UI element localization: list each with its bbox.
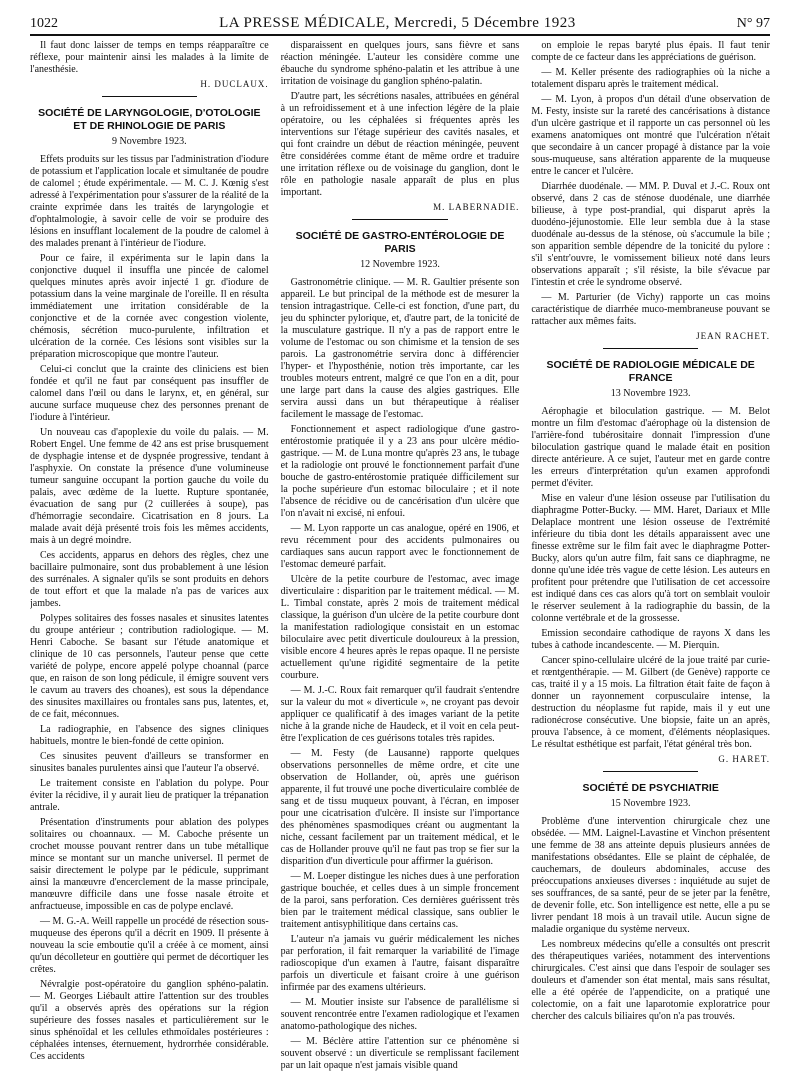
paragraph: — M. J.-C. Roux fait remarquer qu'il faudrait s'entendre sur la valeur du mot « diverticule », ne croyant pas devoir appliquer ce qualificatif à des images variant de la petite niche à la grande niche de Haudeck, et il voit en cela peut-être l'explication de ces guérisons totales très rapides.	[280, 685, 520, 745]
paragraph: — M. G.-A. Weill rappelle un procédé de résection sous-muqueuse des éperons qu'il a décrit en 1909. Il présente à nouveau la scie emboutie qu'il a créée à ce moment, ainsi qu'un décolleteur en gouttière qui permet de décortiquer les crêtes.	[30, 916, 269, 976]
paragraph: Il faut donc laisser de temps en temps réapparaître ce réflexe, pour maintenir ainsi les malades à la limite de l'anesthésie.	[30, 40, 269, 75]
signature: JEAN RACHET.	[696, 331, 770, 341]
section-title: SOCIÉTÉ DE PSYCHIATRIE	[582, 781, 719, 794]
divider	[102, 96, 197, 97]
divider	[352, 219, 447, 220]
paragraph: — M. Béclère attire l'attention sur ce phénomène si souvent observé : un diverticule se remplissant facilement par un lait opaque n'est jamais visible quand	[280, 1036, 520, 1072]
divider	[603, 771, 698, 772]
paragraph: D'autre part, les sécrétions nasales, attribuées en général à un refroidissement et à une infection légère de la plaie opératoire, ou les céphalées si fréquentes après les interventions sur l'étage supérieur des cavités nasales, et qui font craindre un début de réaction méningée, peuvent être considérées comme étant de même ordre et traduire une irritation réflexe ou de voisinage du ganglion, dont le rôle en pathologie nasale apparaît de plus en plus important.	[280, 91, 520, 198]
article-columns	[30, 40, 770, 1072]
paragraph: — M. Parturier (de Vichy) rapporte un cas moins caractéristique de diarrhée muco-membraneuse pouvant se rattacher aux mêmes faits.	[531, 292, 770, 327]
paragraph: disparaissent en quelques jours, sans fièvre et sans réaction méningée. L'auteur les considère comme une ébauche du syndrome sphéno-palatin et les attribue à une irritation de voisinage du ganglion sphéno-palatin.	[280, 40, 520, 87]
issue-number: N° 97	[736, 16, 770, 31]
page-number: 1022	[30, 16, 58, 31]
paragraph: Problème d'une intervention chirurgicale chez une obsédée. — MM. Laignel-Lavastine et Vinchon présentent une femme de 38 ans atteinte depuis plusieurs années de manifestations obsédantes. Elle se plaint de céphalée, de cauchemars, de douleurs abdominales, accuse des préoccupations anxieuses diverses : inquiétude au sujet de ses souffrances, de sa santé, peur de se jeter par la fenêtre, de devenir folle, etc. Son intelligence est nette, elle a pu se livrer pendant 18 mois à un travail utile. Aucun signe de maladie organique du système nerveux.	[531, 815, 770, 935]
paragraph: Gastronométrie clinique. — M. R. Gaultier présente son appareil. Le but principal de la méthode est de mesurer la tension intragastrique. Celle-ci est fonction, d'une part, du jeu du sphincter pylorique, et, d'autre part, de la tonicité de la musculature gastrique. Il n'y a pas de rapport entre le volume de l'estomac ou son chimisme et la tension de ses parois. La gastronométrie servira donc à différencier l'hyper- et l'hyposthénie, notion très importante, car les troubles moteurs entrent, malgré ce que l'on en a dit, pour une large part dans la cause des algies gastriques. Elle servira aussi dans un but thérapeutique à réaliser facilement le massage de l'estomac.	[280, 277, 520, 421]
section-date: 12 Novembre 1923.	[360, 259, 440, 271]
section-title: SOCIÉTÉ DE GASTRO-ENTÉROLOGIE DE PARIS	[295, 229, 505, 256]
section-date: 9 Novembre 1923.	[111, 136, 187, 148]
paragraph: L'auteur n'a jamais vu guérir médicalement les niches par perforation, il fait remarquer la variabilité de l'image radioscopique d'un examen à l'autre, faisant disparaître parfois un diverticule et faisant croire à une guérison infirmée par des examens ultérieurs.	[280, 934, 520, 994]
section-date: 13 Novembre 1923.	[610, 388, 691, 400]
column-2	[281, 40, 520, 1072]
divider	[603, 348, 698, 349]
paragraph: Polypes solitaires des fosses nasales et sinusites latentes du groupe antérieur ; contribution radiologique. — M. Henri Caboche. Se basant sur l'étude anatomique et clinique de 10 cas personnels, l'auteur pense que cette variété de polype, encore appelé polype choannal (parce que, en raison de son long pédicule, il émigre souvent vers le cavum au travers des choanes), est sous la dépendance des sinusites maxillaires ou frontales sans pus, latentes, et, de ce fait, méconnues.	[30, 613, 269, 721]
signature: G. HARET.	[718, 754, 770, 765]
paragraph: Ulcère de la petite courbure de l'estomac, avec image diverticulaire : disparition par le traitement médical. — M. L. Timbal constate, après 2 mois de traitement médical classique, la guérison d'un ulcère de la petite courbure dont la manifestation radiologique consistait en un estomac biloculaire avec petit diverticule douloureux à la pression, visible encore 4 heures après le repas opaque. Il ne persiste actuellement qu'une rigidité segmentaire de la petite courbure.	[280, 574, 520, 682]
paragraph: — M. Moutier insiste sur l'absence de parallélisme si souvent rencontrée entre l'examen radiologique et l'examen anatomo-pathologique des niches.	[280, 997, 520, 1033]
page-header	[30, 10, 770, 36]
issue-date: Mercredi, 5 Décembre 1923	[394, 15, 576, 31]
paragraph: Les nombreux médecins qu'elle a consultés ont prescrit des thérapeutiques variées, notamment des interventions chirurgicales. C'est ainsi que dans l'espoir de soulager ses douleurs et d'amender son état mental, mais sans résultat, elle a été opérée de l'appendicite, on a pratiqué une colectomie, on a fait une laparotomie exploratrice pour chercher des calculs biliaires qu'on n'a pas trouvés.	[531, 938, 770, 1022]
paragraph: — M. Lyon rapporte un cas analogue, opéré en 1906, et revu récemment pour des accidents pulmonaires ou cardiaques sans aucun rapport avec le fonctionnement de l'estomac demeuré parfait.	[280, 523, 520, 571]
column-3	[531, 40, 770, 1072]
section-title: SOCIÉTÉ DE LARYNGOLOGIE, D'OTOLOGIE ET DE RHINOLOGIE DE PARIS	[38, 106, 261, 133]
paragraph: Diarrhée duodénale. — MM. P. Duval et J.-C. Roux ont observé, dans 2 cas de sténose duodénale, une diarrhée bilieuse, à type post-prandial, qui disparut après la duodéno-jéjunostomie. Elle leur sembla due à la stase duodénale au-dessus de la sténose, où s'accumule la bile ; son apparition semble dépendre de la tonicité du pylore : s'il s'entr'ouvre, le vomissement bilieux noté dans leurs observations apparaît ; s'il résiste, la bile s'évacue par l'intestin et crée le syndrome observé.	[531, 181, 770, 288]
paragraph: Ces accidents, apparus en dehors des règles, chez une bacillaire pulmonaire, sont dus probablement à une lésion des surrénales. A signaler qu'ils se sont produits en dehors de tout effort et que la malade n'a pas de varices aux jambes.	[30, 550, 269, 610]
column-1	[30, 40, 269, 1072]
paragraph: on emploie le repas baryté plus épais. Il faut tenir compte de ce facteur dans les appréciations de guérison.	[531, 40, 770, 63]
paragraph: Présentation d'instruments pour ablation des polypes solitaires ou choannaux. — M. Caboche présente un crochet mousse pouvant rentrer dans un tube métallique mince se montant sur un manche universel. Il permet de saisir directement le polype par le pédicule, supprimant ainsi la manœuvre d'encerclement de la masse principale, manœuvre difficile dans une fosse nasale étroite et anfractueuse, impossible en cas de polype enclavé.	[30, 817, 269, 913]
paragraph: — M. Festy (de Lausanne) rapporte quelques observations personnelles de même ordre, et cite une observation de Hollander, où, après une guérison apparente, il fut trouvé une poche diverticulaire comblée de sang et de tissu muqueux pouvant, à l'écran, en imposer pour une cicatrisation d'ulcère. Il insiste sur l'importance des phénomènes spasmodiques créant ou augmentant la niche, cessant facilement par un traitement médical, et le cas de Hollander prouve qu'il ne faut pas trop se fier sur la disparition d'un diverticule pour affirmer la guérison.	[280, 748, 520, 868]
paragraph: Cancer spino-cellulaire ulcéré de la joue traité par curie- et rœntgenthérapie. — M. Gilbert (de Genève) rapporte ce cas, traité il y a 15 mois. La filtration était faite de façon à donner un rayonnement corpusculaire intense, la destruction du néoplasme fut rapide, mais il y eut une radionécrose consécutive. Une biopsie, faite un an après, prouva l'absence, à ce moment, d'éléments néoplasiques. Le résultat esthétique est parfait, l'état général très bon.	[531, 655, 770, 751]
paragraph: Celui-ci conclut que la crainte des cliniciens est bien fondée et qu'il ne faut par conséquent pas insuffler de calomel dans l'œil ou dans le larynx, et, en général, sur aucune surface muqueuse chez des personnes prenant de l'iodure à l'intérieur.	[30, 364, 269, 424]
running-title	[219, 15, 576, 32]
paragraph: — M. Keller présente des radiographies où la niche a totalement disparu après le traitement médical.	[531, 67, 770, 90]
paragraph: La radiographie, en l'absence des signes cliniques habituels, montre le bien-fondé de cette opinion.	[30, 724, 269, 748]
journal-title: LA PRESSE MÉDICALE,	[219, 15, 390, 31]
paragraph: — M. Lyon, à propos d'un détail d'une observation de M. Festy, insiste sur la rareté des cancérisations à distance d'un ulcère gastrique et il rapporte un cas personnel où les examens anatomiques ont montré que l'ulcération n'était que secondaire à un cancer propagé à distance par la voie sous-muqueuse, sans altération apparente de la muqueuse entre le cancer et l'ulcère.	[531, 94, 770, 177]
paragraph: Mise en valeur d'une lésion osseuse par l'utilisation du diaphragme Potter-Bucky. — MM. Haret, Dariaux et Mlle Delaplace montrent une lésion osseuse de l'extrémité inférieure du tibia dont les détails apparaissent avec une finesse extrême sur le film fait avec le diaphragme Potter-Bucky, alors qu'un autre film, fait sans ce diaphragme, ne donne qu'une idée très vague de cette lésion. Les auteurs en profitent pour prétendre que l'utilisation de cet accessoire est indiqué dans ces cas alors qu'à tort on semblait vouloir le réserver seulement à la radiographie du bassin, de la colonne vertébrale et de la grossesse.	[531, 493, 770, 625]
section-title: SOCIÉTÉ DE RADIOLOGIE MÉDICALE DE FRANCE	[546, 358, 755, 385]
paragraph: Effets produits sur les tissus par l'administration d'iodure de potassium et l'application locale et simultanée de poudre de calomel ; étude expérimentale. — M. C. J. Kœnig s'est adressé à l'expérimentation pour s'assurer de la réalité de la crainte exprimée dans les traités de laryngologie et d'ophtalmologie, à savoir celle de voir se produire des lésions en insufflant localement de la poudre de calomel à des malades prenant à l'intérieur de l'iodure.	[30, 154, 269, 250]
section-date: 15 Novembre 1923.	[610, 797, 691, 809]
paragraph: Aérophagie et biloculation gastrique. — M. Belot montre un film d'estomac d'aérophage où la distension de l'arrière-fond tubérositaire donnait l'impression d'une biloculation gastrique quand le malade était en position directe antérieure. A ce sujet, l'auteur met en garde contre les erreurs d'interprétation qu'un examen approfondi permet d'éviter.	[531, 406, 770, 490]
paragraph: Un nouveau cas d'apoplexie du voile du palais. — M. Robert Engel. Une femme de 42 ans est prise brusquement de dysphagie intense et de dyspnée progressive, tendant à l'asphyxie. On constate la présence d'une volumineuse tumeur sanguine occupant la portion gauche du voile du palais, avec œdème de la luette. Rupture spontanée, évacuation de sang pur (2 cuillerées à soupe), pas d'hémorragie secondaire. Cicatrisation en 8 jours. La malade avait déjà présenté trois fois les mêmes accidents, mais à un degré moindre.	[30, 427, 269, 547]
paragraph: — M. Loeper distingue les niches dues à une perforation gastrique bouchée, et celles dues à un simple froncement de la paroi, sans perforation. Ces dernières guérissent très bien par le traitement médical classique, sans oublier le traitement antisyphilitique dans certains cas.	[280, 871, 520, 931]
paragraph: Emission secondaire cathodique de rayons X dans les tubes à cathode incandescente. — M. Pierquin.	[531, 628, 770, 652]
paragraph: Ces sinusites peuvent d'ailleurs se transformer en sinusites banales purulentes ainsi que l'auteur l'a observé.	[30, 751, 269, 775]
signature: H. DUCLAUX.	[200, 79, 269, 89]
paragraph: Pour ce faire, il expérimenta sur le lapin dans la conjonctive duquel il insuffla une pincée de calomel quelques minutes après avoir injecté 1 gr. d'iodure de potassium dans la veine marginale de l'oreille. Il en résulta immédiatement une irritation considérable de la conjonctive et de la cornée avec congestion violente, chémosis, sécrétion muco-purulente, infiltration et ulcération de la cornée. Ces lésions sont visibles sur la préparation microscopique que montre l'auteur.	[30, 253, 269, 361]
signature: M. LABERNADIE.	[433, 202, 520, 212]
paragraph: Le traitement consiste en l'ablation du polype. Pour éviter la récidive, il y aurait lieu de pratiquer la trépanation antrale.	[30, 778, 269, 814]
paragraph: Névralgie post-opératoire du ganglion sphéno-palatin. — M. Georges Liébault attire l'attention sur des troubles qu'il a observés après des opérations sur la région supérieure des fosses nasales et particulièrement sur le sinus sphénoïdal et les cellules ethmoïdales postérieures : céphalées intenses, éternuement, hydrorrhée considérable. Ces accidents	[30, 979, 269, 1063]
paragraph: Fonctionnement et aspect radiologique d'une gastro-entérostomie pratiquée il y a 23 ans pour ulcère médio-gastrique. — M. de Luna montre qu'après 23 ans, le tubage et la radiologie ont prouvé le fonctionnement parfait d'une bouche de gastro-entérostomie pratiquée difficilement sur la poche supérieure d'un estomac biloculaire ; et il note l'absence de récidive ou de cancérisation d'un ulcère que l'on n'avait ni excisé, ni enfoui.	[280, 424, 520, 520]
